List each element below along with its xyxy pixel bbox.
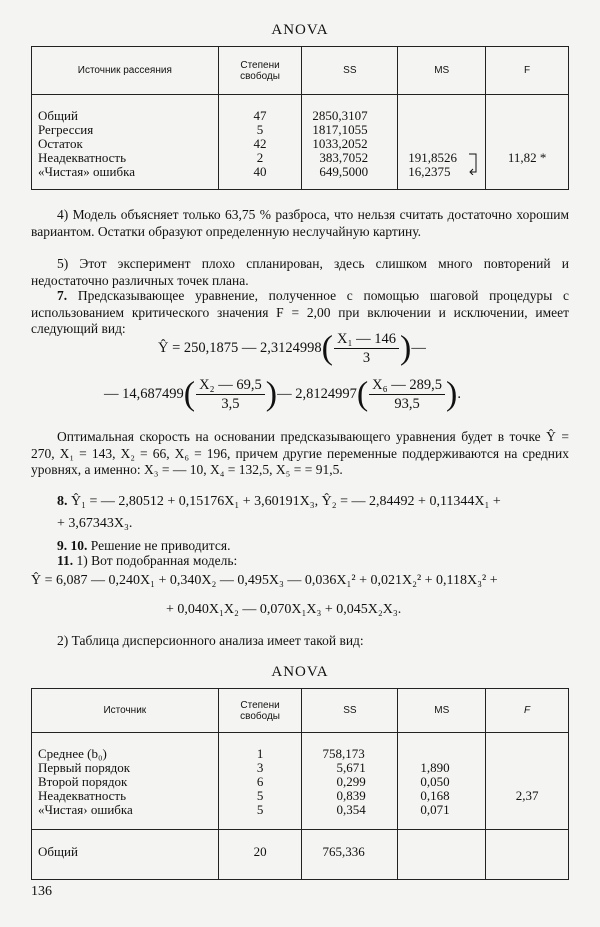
anova-table-1 <box>31 46 569 190</box>
source-column <box>32 733 219 830</box>
source-column <box>32 95 219 190</box>
table-cell: 1,890 <box>420 760 450 775</box>
page-number: 136 <box>31 884 52 899</box>
equation-11-line-2: + 0,040X₁X₂ — 0,070X₁X₃ + 0,045X₂X₃. <box>166 602 402 617</box>
paragraph-11: 11. 1) Вот подобранная модель: <box>57 553 238 568</box>
table-row-total <box>32 830 569 880</box>
f-column <box>486 733 569 830</box>
table-cell: 0,299 <box>336 774 366 789</box>
table-cell: 11,82 * <box>507 150 547 165</box>
header-ms: MS <box>398 47 486 95</box>
equation-7-line-1: Ŷ = 250,1875 — 2,3124998( $\frac{\text{X₁ — 146}}{3}$ )— <box>158 329 426 367</box>
equation-8-line-2: + 3,67343X₃. <box>57 516 133 531</box>
paragraph-7: 7. Предсказывающее уравнение, полученное с помощью шаговой процедуры с использованием критического значения F = 2,00 при включении и исключении, имеет следующий вид: <box>31 288 569 336</box>
table-cell: 1817,1055 <box>312 122 368 137</box>
df-column <box>218 733 302 830</box>
table-cell: Остаток <box>38 136 83 151</box>
table-cell <box>398 830 486 880</box>
table-cell: Второй порядок <box>38 774 128 789</box>
table-cell: 5 <box>256 122 264 137</box>
table-cell: Общий <box>32 830 219 880</box>
table-cell: 765,336 <box>302 830 398 880</box>
table-cell: 758,173 <box>322 746 365 761</box>
equation-8-line-1: 8. Ŷ₁ = — 2,80512 + 0,15176X₁ + 3,60191X₃, Ŷ₂ = — 2,84492 + 0,11344X₁ + <box>57 494 501 509</box>
ss-column <box>302 733 398 830</box>
header-source: Источник <box>32 689 219 733</box>
header-df: Степени свободы <box>218 47 302 95</box>
table-cell <box>486 830 569 880</box>
paragraph-11-2: 2) Таблица дисперсионного анализа имеет такой вид: <box>57 633 364 648</box>
anova-table-2 <box>31 688 569 880</box>
table-cell: Среднее (b₀) <box>38 746 107 761</box>
equation-11-line-1: Ŷ = 6,087 — 0,240X₁ + 0,340X₂ — 0,495X₃ — 0,036X₁² + 0,021X₂² + 0,118X₃² + <box>31 573 498 588</box>
table-cell: 42 <box>253 136 267 151</box>
table-cell: 16,2375 <box>408 164 451 179</box>
table-cell: 2850,3107 <box>312 108 368 123</box>
table-cell: 2 <box>256 150 264 165</box>
df-column <box>218 95 302 190</box>
paragraph-optimum: Оптимальная скорость на основании предсказывающего уравнения будет в точке Ŷ = 270, X₁ = 143, X₂ = 66, X₆ = 196, причем другие переменные поддерживаются на средних уровнях, а именно: X₃ = — 10, X₄ = 132,5, X₅ = = 91,5. <box>31 429 569 477</box>
table-cell: Общий <box>38 108 78 123</box>
header-df: Степени свободы <box>218 689 302 733</box>
table-cell: 191,8526 <box>408 150 458 165</box>
ms-column <box>398 733 486 830</box>
table-cell: 0,071 <box>420 802 450 817</box>
table-cell: 2,37 <box>515 788 539 803</box>
paragraph-9-10: 9. 10. Решение не приводится. <box>57 538 231 553</box>
header-ss: SS <box>302 689 398 733</box>
table-cell: 383,7052 <box>319 150 369 165</box>
table-cell: 0,168 <box>420 788 450 803</box>
table2-caption: ANOVA <box>271 664 329 680</box>
table-cell: 5 <box>256 788 264 803</box>
table1-caption: ANOVA <box>271 22 329 38</box>
table-cell: 649,5000 <box>319 164 369 179</box>
table-cell: 0,839 <box>336 788 366 803</box>
header-f: F <box>486 689 569 733</box>
table-cell: Регрессия <box>38 122 94 137</box>
table-cell: 1 <box>256 746 264 761</box>
table-cell: 0,354 <box>336 802 366 817</box>
header-f: F <box>486 47 569 95</box>
table-cell: Первый порядок <box>38 760 131 775</box>
table-cell: 3 <box>256 760 264 775</box>
ss-column <box>302 95 398 190</box>
equation-7-line-2: — 14,687499( $\frac{\text{X₂ — 69,5}}{3,5}$ )— 2,8124997( $\frac{\text{X₆ — 289,5}}{93,5}$ ). <box>104 375 461 413</box>
table-cell: «Чистая› ошибка <box>38 802 133 817</box>
paragraph-5: 5) Этот эксперимент плохо спланирован, здесь слишком много повторений и недостаточно различных точек плана. <box>31 256 569 288</box>
ms-column <box>398 95 486 190</box>
table-cell: 0,050 <box>420 774 450 789</box>
header-ms: MS <box>398 689 486 733</box>
header-source: Источник рассеяния <box>32 47 219 95</box>
header-ss: SS <box>302 47 398 95</box>
f-column <box>486 95 569 190</box>
table-cell: 40 <box>253 164 267 179</box>
ratio-bracket-icon <box>468 153 482 175</box>
table-cell: 6 <box>256 774 264 789</box>
table-cell: Неадекватность <box>38 150 127 165</box>
paragraph-4: 4) Модель объясняет только 63,75 % разброса, что нельзя считать достаточно хорошим вариантом. Остатки образуют определенную неслучайную картину. <box>31 207 569 239</box>
table-cell: Неадекватность <box>38 788 127 803</box>
table-cell: «Чистая» ошибка <box>38 164 135 179</box>
table-cell: 1033,2052 <box>312 136 368 151</box>
table-cell: 47 <box>253 108 267 123</box>
table-cell: 5,671 <box>336 760 366 775</box>
table-cell: 5 <box>256 802 264 817</box>
table-cell: 20 <box>218 830 302 880</box>
